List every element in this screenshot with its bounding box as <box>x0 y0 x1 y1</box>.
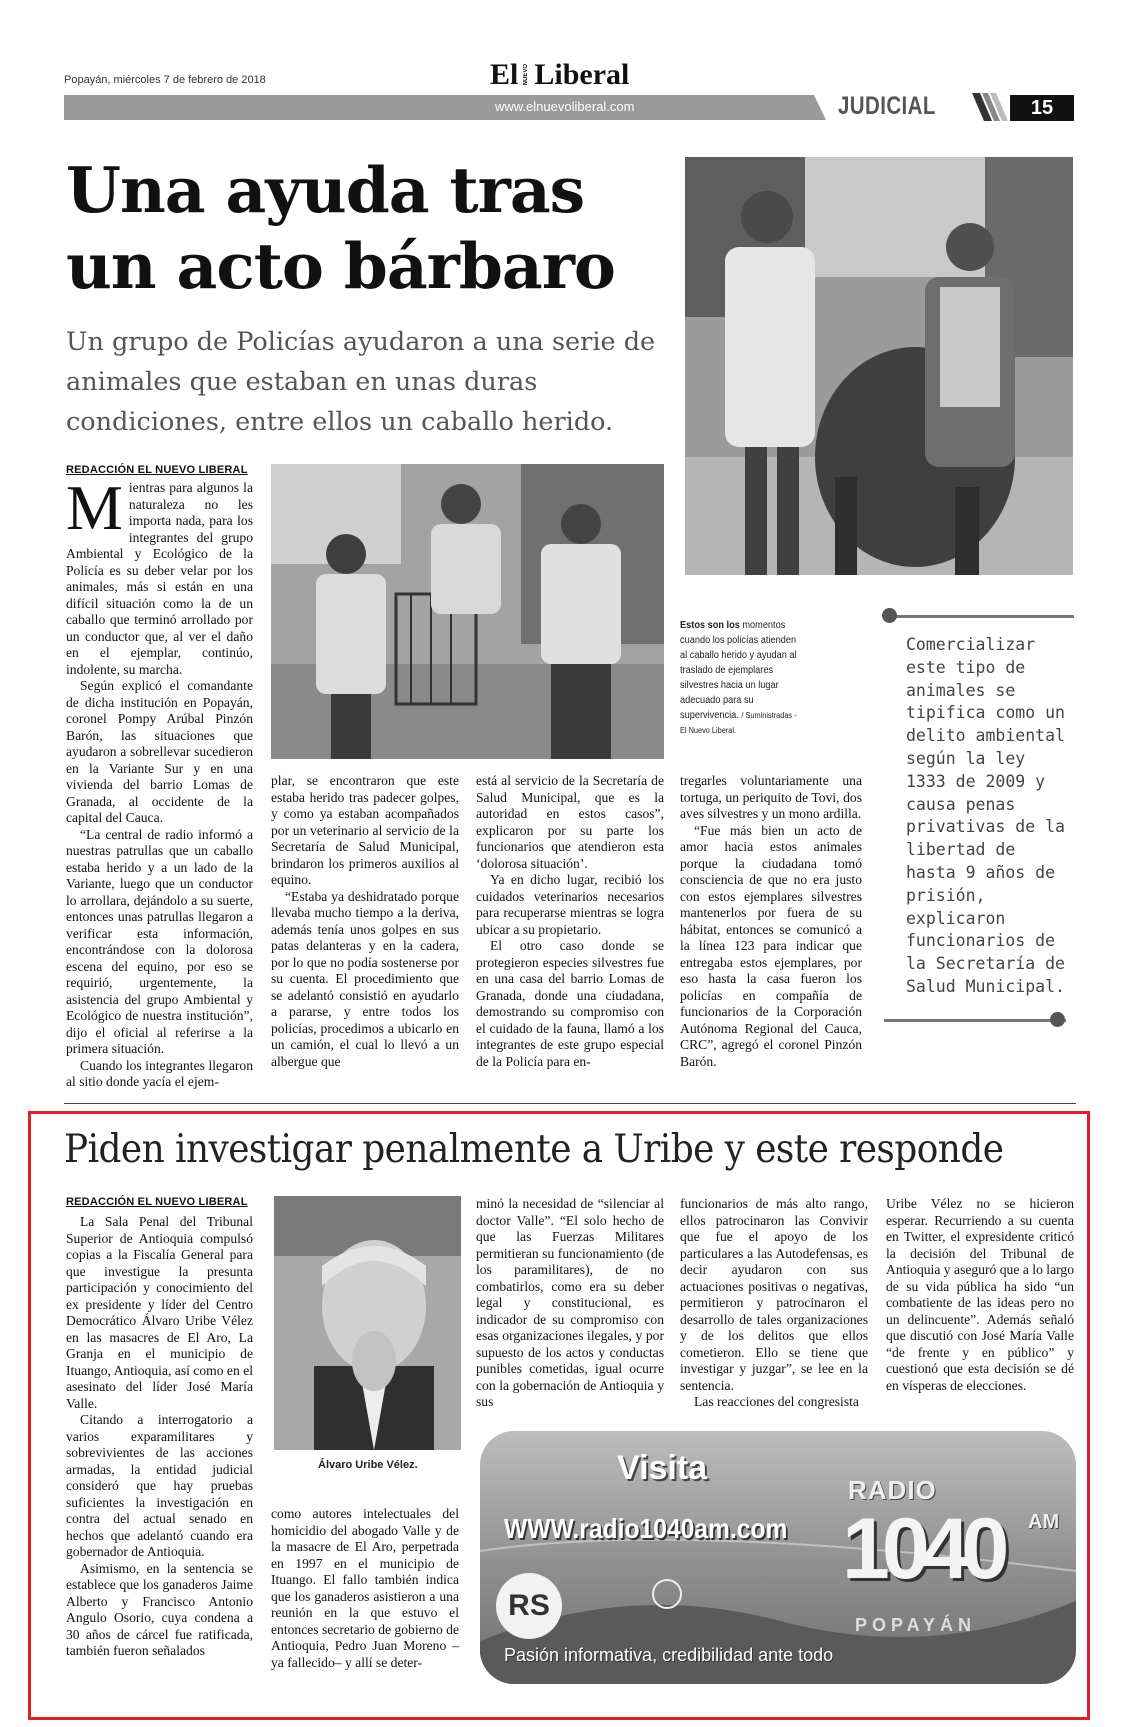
article-column-2 <box>271 773 459 1070</box>
article-subtitle: Un grupo de Policías ayudaron a una serie de animales que estaban en unas duras condiciones, entre ellos un caballo herido. <box>66 327 656 437</box>
article-column-3 <box>476 773 664 1070</box>
article-byline: REDACCIÓN EL NUEVO LIBERAL <box>66 464 248 476</box>
caption-credit: / Suministradas - El Nuevo Liberal. <box>680 711 797 735</box>
uribe-photo <box>274 1196 461 1450</box>
caption-lead: Estos son los <box>680 620 740 631</box>
section-divider <box>64 1103 1076 1104</box>
article2-column-3 <box>476 1196 664 1411</box>
article2-title: Piden investigar penalmente a Uribe y este responde <box>64 1127 1004 1172</box>
article-title-line-2: un acto bárbaro <box>66 229 615 303</box>
header-bar <box>64 95 804 120</box>
article-column-1 <box>66 472 253 1091</box>
ad-city: POPAYÁN <box>855 1615 977 1635</box>
section-name: JUDICIAL <box>838 92 936 120</box>
article2-column-4-paragraph-1: funcionarios de más alto rango, ellos patrocinaron las Convivir que fue el apoyo de los particulares a las Autodefensas, es decir ayudaron con sus actuaciones positivas o negativas, permitieron y patrocinaron el desarrollo de tales organizaciones y de los delitos que ellos cometieron. Ello se tiene que investigar y juzgar”, se lee en la sentencia. <box>680 1196 868 1393</box>
ad-visita: Visita <box>617 1449 708 1487</box>
photo-caption <box>680 618 798 738</box>
article2-column-1 <box>66 1214 253 1660</box>
website: www.elnuevoliberal.com <box>495 99 635 114</box>
police-horse-illustration <box>685 157 1073 575</box>
column-1-paragraph-1: ientras para algunos la naturaleza no les importa nada, para los integrantes del grupo Ambiental y Ecológico de la Policía es su deber velar por los animales, más si están en una difícil situación como la de un caballo que terminó arrollado por un conductor que, al ver el daño en el ejemplar, continúo, indolente, su marcha. <box>66 480 253 677</box>
ad-radio-label: RADIO <box>848 1475 937 1505</box>
article2-column-2-paragraph-1: como autores intelectuales del homicidio del abogado Valle y de la masacre de El Aro, perpetrada en 1997 en el municipio de Ituango. El fallo también indica que los ganaderos asistieron a una reunión en la que estuvo el entonces secretario de gobierno de Antioquia, Pedro Juan Moreno –ya fallecido– y allí se deter- <box>271 1506 459 1670</box>
article2-column-1-paragraph-3: Asimismo, en la sentencia se establece que los ganaderos Jaime Alberto y Francisco Antonio Angulo Osorio, cuya condena a 30 años de cárcel fue ratificada, también fueron señalados <box>66 1560 253 1658</box>
article2-column-3-paragraph-1: minó la necesidad de “silenciar al doctor Valle”. “El solo hecho de que las Fuerzas Militares permitieran su funcionamiento (de los paramilitares), de no combatirlos, como era su deber legal y constitucional, es indicador de su compromiso con esas organizaciones ilegales, y por supuesto de los actos y conductas punibles cometidas, igual ocurre con la gobernación de Antioquia y sus <box>476 1196 664 1409</box>
article-title-line-1: Una ayuda tras <box>66 153 585 227</box>
uribe-photo-caption: Álvaro Uribe Vélez. <box>318 1459 418 1471</box>
column-3-paragraph-2: Ya en dicho lugar, recibió los cuidados veterinarios necesarios para recuperarse mientras se logra ubicar a su propietario. <box>476 872 664 937</box>
pullquote: Comercializar este tipo de animales se tipifica como un delito ambiental según la ley 1333 de 2009 y causa penas privativas de la libertad de hasta 9 años de prisión, explicaron funcionarios de la Secretaría de Salud Municipal. <box>906 635 1065 996</box>
rs-logo <box>496 1573 562 1639</box>
column-3-paragraph-3: El otro caso donde se protegieron especies silvestres fue en una casa del barrio Lomas de Granada, donde una ciudadana, demostrando su compromiso con el cuidado de la fauna, llamó a los integrantes de este grupo especial de la Policía para en- <box>476 938 664 1069</box>
pullquote-top-dot <box>882 608 897 623</box>
ad-tagline: Pasión informativa, credibilidad ante todo <box>504 1645 834 1665</box>
column-2-paragraph-1: plar, se encontraron que este estaba herido tras padecer golpes, y como ya estaban acompañados por un veterinario al servicio de la Secretaría de Salud Municipal, brindaron los primeros auxilios al equino. <box>271 773 459 887</box>
logo-liberal: Liberal <box>534 58 630 91</box>
article2-column-5 <box>886 1196 1074 1394</box>
article2-byline: REDACCIÓN EL NUEVO LIBERAL <box>66 1196 248 1208</box>
section-chevron-icon <box>804 95 826 120</box>
ad-url[interactable]: WWW.radio1040am.com <box>504 1513 788 1544</box>
column-1-paragraph-4: Cuando los integrantes llegaron al sitio donde yacía el ejem- <box>66 1057 253 1089</box>
section-stripes-icon <box>972 93 1012 121</box>
pullquote-bottom-rule <box>884 1019 1066 1022</box>
pullquote-bottom-dot <box>1050 1012 1065 1027</box>
dropcap: M <box>66 472 123 543</box>
column-4-paragraph-2: “Fue más bien un acto de amor hacia estos animales porque la ciudadana tomó consciencia de que no era justo con estos ejemplares silvestres mantenerlos por fuera de su hábitat, entonces se comunicó a la línea 123 para indicar que entregaba estos ejemplares, por eso hasta la casa fueron los policías en compañía de funcionarios de la Corporación Autónoma Regional del Cauca, CRC”, agregó el coronel Pinzón Barón. <box>680 822 862 1069</box>
police-horse-photo <box>685 157 1073 575</box>
police-animals-photo <box>271 464 664 759</box>
column-1-paragraph-2: Según explicó el comandante de dicha institución en Popayán, coronel Pompy Arúbal Pinzón Barón, las situaciones que ayudaron a sobrellevar sucedieron en la Variante Sur y en una vivienda del barrio Lomas de Granada, al occidente de la capital del Cauca. <box>66 678 253 825</box>
ad-frequency: 1040 <box>842 1501 1002 1597</box>
caption-text: momentos cuando los policías atienden al caballo herido y ayudan al traslado de ejemplares silvestres hacia un lugar adecuado para su supervivencia. <box>680 620 797 721</box>
page-number: 15 <box>1010 95 1074 121</box>
rs-logo-text: RS <box>508 1589 550 1622</box>
article2-column-2 <box>271 1506 459 1671</box>
radio-ad[interactable] <box>480 1431 1076 1684</box>
ad-am-label: AM <box>1028 1511 1060 1533</box>
uribe-portrait-illustration <box>274 1196 461 1450</box>
article-column-4 <box>680 773 862 1070</box>
police-animals-illustration <box>271 464 664 759</box>
article2-column-1-paragraph-2: Citando a interrogatorio a varios exparamilitares y sobrevivientes de las acciones armadas, la entidad judicial consideró que hay pruebas suficientes la investigación en contra del actual senado en hechos que adelantó cuando era gobernador de Antioquia. <box>66 1412 253 1559</box>
logo-el: El <box>490 58 519 91</box>
article2-column-4 <box>680 1196 868 1411</box>
article2-column-4-paragraph-2: Las reacciones del congresista <box>694 1394 859 1409</box>
masthead-logo <box>490 58 629 92</box>
column-1-paragraph-3: “La central de radio informó a nuestras patrullas que un caballo estaba herido y a un lado de la Variante, luego que un conductor lo arrollara, dejándolo a su suerte, entonces unas patrullas llegaron a verificar esta información, encontrándose con la dolorosa escena del equino, por eso se requirió, urgentemente, la asistencia del grupo Ambiental y Ecológico de nuestra institución”, dijo el oficial al referirse a la primera situación. <box>66 826 253 1056</box>
article2-column-5-paragraph-1: Uribe Vélez no se hicieron esperar. Recurriendo a su cuenta en Twitter, el expresidente criticó la decisión del Tribunal de Antioquia y aseguró que a lo largo de su vida pública ha sido “un combatiente de las ideas pero no un delincuente”. Además señaló que discutió con José María Valle “de frente y en público” y cuestionó que esta decisión se dé en vísperas de elecciones. <box>886 1196 1074 1393</box>
article-title <box>66 152 615 304</box>
logo-nuevo: NUEVO <box>523 64 530 86</box>
article2-column-1-paragraph-1: La Sala Penal del Tribunal Superior de Antioquia compulsó copias a la Fiscalía General para que investigue la presunta participación y conocimiento del ex presidente y líder del Centro Democrático Álvaro Uribe Vélez en las masacres de El Aro, La Granja en el municipio de Ituango, Antioquia, así como en el asesinato del líder José María Valle. <box>66 1214 253 1411</box>
pullquote-top-rule <box>888 615 1074 618</box>
dateline: Popayán, miércoles 7 de febrero de 2018 <box>64 74 266 86</box>
column-2-paragraph-2: “Estaba ya deshidratado porque llevaba mucho tiempo a la deriva, además tenía unos golpes en sus patas delanteras y en la cadera, por lo que no podía sostenerse por su cuenta. El procedimiento que se adelantó consistió en ayudarlo a pararse, y entre todos los policías, procedimos a ubicarlo en un camión, el cual lo llevó a un albergue que <box>271 888 459 1069</box>
column-3-paragraph-1: está al servicio de la Secretaría de Salud Municipal, que es la autoridad en estos casos”, explicaron por su parte los funcionarios que atendieron esta ‘dolorosa situación’. <box>476 773 664 871</box>
column-4-paragraph-1: tregarles voluntariamente una tortuga, un periquito de Tovi, dos aves silvestres y un mono ardilla. <box>680 773 862 821</box>
swirl-icon <box>652 1579 682 1609</box>
